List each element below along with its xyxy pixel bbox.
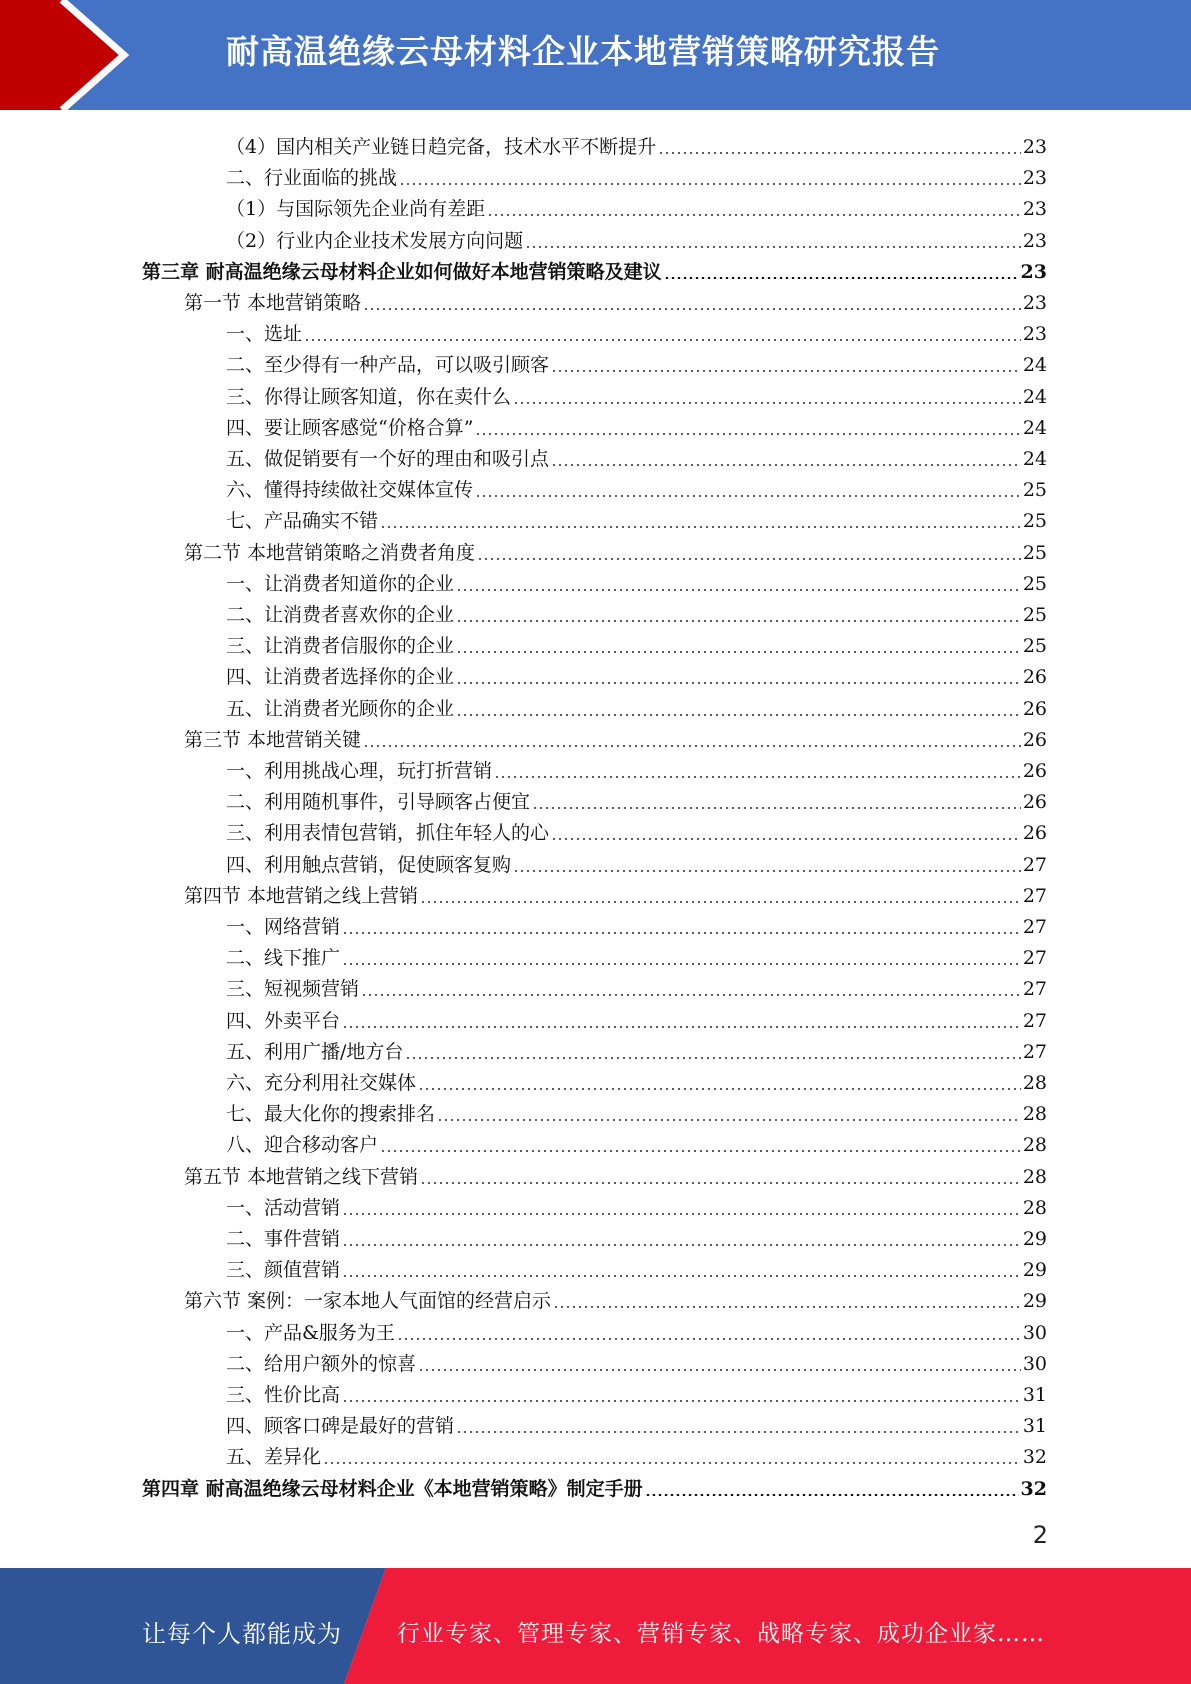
toc-dot-leader <box>513 402 1021 404</box>
toc-page-number: 27 <box>1022 1040 1047 1063</box>
toc-entry-title: 三、性价比高 <box>226 1384 341 1406</box>
toc-page-number: 27 <box>1022 853 1047 876</box>
toc-page-number: 27 <box>1022 947 1047 970</box>
toc-section-entry[interactable] <box>184 534 1047 564</box>
toc-dot-leader <box>475 433 1020 435</box>
toc-dot-leader <box>551 464 1021 466</box>
toc-page-number: 32 <box>1022 1446 1047 1469</box>
toc-dot-leader <box>477 558 1021 560</box>
toc-item-entry[interactable] <box>226 627 1047 657</box>
toc-item-entry[interactable] <box>226 1033 1047 1063</box>
toc-item-entry[interactable] <box>226 1345 1047 1375</box>
toc-dot-leader <box>363 308 1021 310</box>
toc-dot-leader <box>456 589 1021 591</box>
toc-page-number: 26 <box>1022 697 1047 720</box>
toc-page-number: 28 <box>1022 1165 1047 1188</box>
toc-page-number: 30 <box>1022 1352 1047 1375</box>
toc-item-entry[interactable] <box>226 658 1047 688</box>
toc-entry-title: 三、利用表情包营销，抓住年轻人的心 <box>226 822 550 845</box>
toc-dot-leader <box>380 526 1021 528</box>
toc-page-number: 23 <box>1020 260 1047 283</box>
page-footer <box>0 1568 1191 1684</box>
toc-dot-leader <box>664 277 1019 279</box>
toc-dot-leader <box>342 1244 1021 1246</box>
toc-entry-title: 四、要让顾客感觉“价格合算” <box>226 416 474 439</box>
toc-item-entry[interactable] <box>226 315 1047 345</box>
toc-page-number: 31 <box>1022 1415 1047 1438</box>
toc-page-number: 24 <box>1022 416 1047 439</box>
toc-dot-leader <box>323 1462 1021 1464</box>
toc-section-entry[interactable] <box>184 1158 1047 1188</box>
toc-dot-leader <box>551 838 1021 840</box>
toc-dot-leader <box>342 932 1021 934</box>
toc-dot-leader <box>475 495 1021 497</box>
toc-page-number: 27 <box>1022 978 1047 1001</box>
toc-entry-title: 四、外卖平台 <box>226 1009 341 1032</box>
toc-entry-title: 第三节 本地营销关键 <box>184 728 362 751</box>
toc-page-number: 29 <box>1022 1290 1047 1313</box>
toc-dot-leader <box>304 339 1021 341</box>
toc-entry-title: 二、事件营销 <box>226 1228 341 1250</box>
toc-entry-title: 第四节 本地营销之线上营销 <box>184 884 419 907</box>
toc-item-entry[interactable] <box>226 1189 1047 1219</box>
toc-page-number: 31 <box>1022 1384 1047 1406</box>
toc-item-entry[interactable] <box>226 783 1047 813</box>
toc-section-entry[interactable] <box>184 284 1047 314</box>
toc-page-number: 30 <box>1022 1321 1047 1344</box>
toc-entry-title: 一、选址 <box>226 323 303 346</box>
toc-dot-leader <box>437 1119 1021 1121</box>
toc-dot-leader <box>405 1057 1020 1059</box>
toc-page-number: 29 <box>1022 1259 1047 1282</box>
toc-page-number: 23 <box>1022 167 1047 190</box>
toc-entry-title: 四、顾客口碑是最好的营销 <box>226 1415 455 1438</box>
toc-dot-leader <box>513 870 1021 872</box>
toc-item-entry[interactable] <box>226 159 1047 189</box>
toc-item-entry[interactable] <box>226 378 1047 408</box>
toc-entry-title: 三、你得让顾客知道，你在卖什么 <box>226 385 512 408</box>
toc-page-number: 26 <box>1022 666 1047 689</box>
toc-item-entry[interactable] <box>226 471 1047 501</box>
toc-dot-leader <box>418 1088 1021 1090</box>
toc-item-entry[interactable] <box>226 409 1047 439</box>
footer-slogan-left: 让每个人都能成为 <box>142 1620 342 1648</box>
toc-dot-leader <box>342 1400 1021 1402</box>
toc-dot-leader <box>532 807 1021 809</box>
toc-item-entry[interactable] <box>226 1126 1047 1156</box>
toc-item-entry[interactable] <box>226 1095 1047 1125</box>
toc-entry-title: 第六节 案例：一家本地人气面馆的经营启示 <box>184 1290 552 1313</box>
toc-entry-title: 二、让消费者喜欢你的企业 <box>226 604 455 626</box>
toc-entry-title: 第五节 本地营销之线下营销 <box>184 1165 419 1188</box>
toc-item-entry[interactable] <box>226 1064 1047 1094</box>
toc-dot-leader <box>418 1369 1021 1371</box>
toc-item-entry[interactable] <box>226 752 1047 782</box>
toc-dot-leader <box>380 1150 1021 1152</box>
toc-dot-leader <box>420 1182 1021 1184</box>
toc-dot-leader <box>361 994 1021 996</box>
toc-item-entry[interactable] <box>226 1251 1047 1281</box>
toc-item-entry[interactable] <box>226 1002 1047 1032</box>
toc-page-number: 25 <box>1022 572 1047 595</box>
toc-page-number: 26 <box>1022 760 1047 782</box>
toc-entry-title: 四、利用触点营销，促使顾客复购 <box>226 853 512 876</box>
toc-dot-leader <box>456 682 1021 684</box>
toc-page-number: 25 <box>1022 541 1047 564</box>
toc-entry-title: （2）行业内企业技术发展方向问题 <box>226 229 524 252</box>
toc-chapter-entry[interactable] <box>142 253 1047 283</box>
page-header <box>0 0 1191 110</box>
toc-dot-leader <box>342 1213 1021 1215</box>
toc-item-entry[interactable] <box>226 908 1047 938</box>
toc-item-entry[interactable] <box>226 690 1047 720</box>
toc-dot-leader <box>420 901 1021 903</box>
toc-entry-title: 第二节 本地营销策略之消费者角度 <box>184 541 476 564</box>
toc-dot-leader <box>487 214 1021 216</box>
toc-page-number: 28 <box>1022 1072 1047 1094</box>
toc-entry-title: 一、活动营销 <box>226 1196 341 1219</box>
toc-dot-leader <box>456 651 1021 653</box>
toc-page-number: 25 <box>1022 604 1047 626</box>
toc-page-number: 23 <box>1022 323 1047 346</box>
toc-dot-leader <box>658 152 1021 154</box>
toc-page-number: 27 <box>1022 1009 1047 1032</box>
toc-item-entry[interactable] <box>226 1438 1047 1468</box>
toc-item-entry[interactable] <box>226 846 1047 876</box>
toc-entry-title: 一、网络营销 <box>226 916 341 938</box>
toc-dot-leader <box>342 1275 1021 1277</box>
report-title: 耐高温绝缘云母材料企业本地营销策略研究报告 <box>226 32 940 71</box>
toc-entry-title: 二、至少得有一种产品，可以吸引顾客 <box>226 354 550 377</box>
toc-item-entry[interactable] <box>226 222 1047 252</box>
toc-entry-title: 八、迎合移动客户 <box>226 1134 379 1157</box>
toc-chapter-entry[interactable] <box>142 1470 1047 1500</box>
toc-entry-title: 五、做促销要有一个好的理由和吸引点 <box>226 448 550 470</box>
toc-dot-leader <box>525 246 1021 248</box>
toc-entry-title: 二、线下推广 <box>226 947 341 970</box>
toc-dot-leader <box>553 1306 1021 1308</box>
toc-page-number: 32 <box>1020 1477 1047 1500</box>
toc-item-entry[interactable] <box>226 1376 1047 1406</box>
toc-page-number: 27 <box>1022 916 1047 938</box>
toc-entry-title: 四、让消费者选择你的企业 <box>226 666 455 689</box>
toc-page-number: 28 <box>1022 1103 1047 1126</box>
toc-entry-title: 三、让消费者信服你的企业 <box>226 635 455 658</box>
toc-dot-leader <box>456 1431 1021 1433</box>
toc-entry-title: 第三章 耐高温绝缘云母材料企业如何做好本地营销策略及建议 <box>142 260 662 283</box>
toc-item-entry[interactable] <box>226 596 1047 626</box>
toc-page-number: 25 <box>1022 479 1047 502</box>
toc-entry-title: 五、利用广播/地方台 <box>226 1040 404 1063</box>
toc-page-number: 26 <box>1022 728 1047 751</box>
toc-page-number: 27 <box>1022 884 1047 907</box>
toc-item-entry[interactable] <box>226 346 1047 376</box>
page-number: 2 <box>1032 1521 1048 1549</box>
toc-dot-leader <box>456 620 1021 622</box>
toc-page-number: 28 <box>1022 1134 1047 1157</box>
toc-entry-title: 七、最大化你的搜索排名 <box>226 1103 436 1126</box>
toc-entry-title: 一、让消费者知道你的企业 <box>226 572 455 595</box>
toc-dot-leader <box>456 714 1021 716</box>
toc-item-entry[interactable] <box>226 440 1047 470</box>
toc-entry-title: （1）与国际领先企业尚有差距 <box>226 198 486 221</box>
toc-dot-leader <box>645 1494 1019 1496</box>
toc-section-entry[interactable] <box>184 877 1047 907</box>
toc-page-number: 25 <box>1022 635 1047 658</box>
toc-entry-title: 第四章 耐高温绝缘云母材料企业《本地营销策略》制定手册 <box>142 1477 643 1500</box>
toc-dot-leader <box>399 183 1021 185</box>
toc-page-number: 23 <box>1022 229 1047 252</box>
footer-slogan-right: 行业专家、管理专家、营销专家、战略专家、成功企业家…… <box>397 1621 1045 1647</box>
toc-entry-title: 五、让消费者光顾你的企业 <box>226 697 455 720</box>
toc-item-entry[interactable] <box>226 814 1047 844</box>
toc-dot-leader <box>397 1338 1021 1340</box>
toc-item-entry[interactable] <box>226 565 1047 595</box>
toc-dot-leader <box>363 745 1021 747</box>
toc-entry-title: 三、颜值营销 <box>226 1259 341 1282</box>
toc-entry-title: （4）国内相关产业链日趋完备，技术水平不断提升 <box>226 136 657 158</box>
toc-item-entry[interactable] <box>226 939 1047 969</box>
toc-item-entry[interactable] <box>226 1220 1047 1250</box>
toc-entry-title: 一、产品&服务为王 <box>226 1321 395 1344</box>
toc-entry-title: 三、短视频营销 <box>226 978 360 1001</box>
toc-dot-leader <box>551 370 1021 372</box>
toc-page-number: 28 <box>1022 1196 1047 1219</box>
toc-entry-title: 一、利用挑战心理，玩打折营销 <box>226 760 493 782</box>
toc-page-number: 25 <box>1022 510 1047 533</box>
toc-page-number: 23 <box>1022 292 1047 314</box>
toc-page-number: 23 <box>1022 136 1047 158</box>
toc-item-entry[interactable] <box>226 190 1047 220</box>
toc-section-entry[interactable] <box>184 721 1047 751</box>
toc-dot-leader <box>342 1026 1021 1028</box>
toc-entry-title: 第一节 本地营销策略 <box>184 292 362 314</box>
toc-page-number: 23 <box>1022 198 1047 221</box>
toc-page-number: 26 <box>1022 822 1047 845</box>
toc-entry-title: 六、充分利用社交媒体 <box>226 1072 417 1094</box>
toc-page-number: 24 <box>1022 354 1047 377</box>
toc-dot-leader <box>494 776 1021 778</box>
toc-section-entry[interactable] <box>184 1282 1047 1312</box>
toc-entry-title: 六、懂得持续做社交媒体宣传 <box>226 479 474 502</box>
toc-entry-title: 七、产品确实不错 <box>226 510 379 533</box>
toc-dot-leader <box>342 963 1021 965</box>
toc-page-number: 24 <box>1022 448 1047 470</box>
toc-entry-title: 二、行业面临的挑战 <box>226 167 398 190</box>
toc-entry-title: 二、利用随机事件，引导顾客占便宜 <box>226 791 531 814</box>
toc-page-number: 26 <box>1022 791 1047 814</box>
toc-page-number: 24 <box>1022 385 1047 408</box>
toc-item-entry[interactable] <box>226 970 1047 1000</box>
toc-item-entry[interactable] <box>226 1407 1047 1437</box>
toc-entry-title: 五、差异化 <box>226 1446 322 1469</box>
toc-item-entry[interactable] <box>226 1314 1047 1344</box>
toc-entry-title: 二、给用户额外的惊喜 <box>226 1352 417 1375</box>
toc-page-number: 29 <box>1022 1228 1047 1250</box>
toc-item-entry[interactable] <box>226 128 1047 158</box>
toc-item-entry[interactable] <box>226 502 1047 532</box>
